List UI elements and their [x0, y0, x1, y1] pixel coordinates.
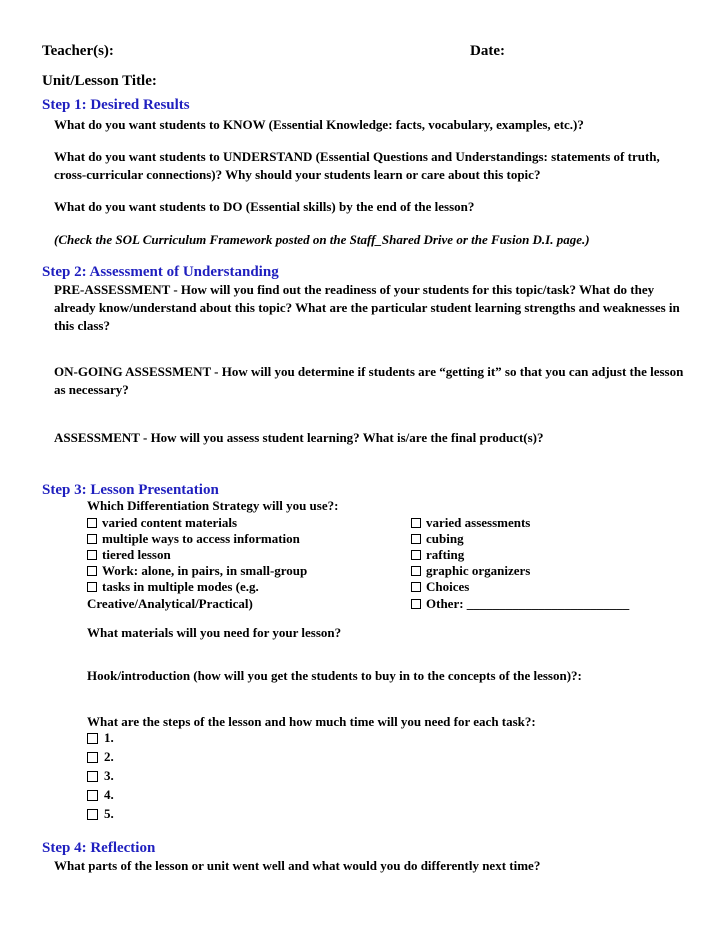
checkbox[interactable]: [411, 599, 421, 609]
option-choices[interactable]: [411, 579, 469, 595]
option-label: Choices: [426, 579, 470, 594]
hook-question: Hook/introduction (how will you get the students to buy in to the concepts of the lesson)?:: [87, 668, 582, 683]
checkbox[interactable]: [87, 518, 97, 528]
step-5-number: 5.: [104, 806, 114, 821]
step1-do-question: What do you want students to DO (Essential skills) by the end of the lesson?: [54, 199, 475, 214]
option-multiple-modes[interactable]: [87, 579, 259, 595]
checkbox[interactable]: [411, 582, 421, 592]
pre-assessment-question: PRE-ASSESSMENT - How will you find out the readiness of your students for this topic/task? What do they already know/understand about this topic? What are the particular student learning strengths and weaknesses in this class?: [54, 282, 680, 333]
option-multiple-modes-continuation: Creative/Analytical/Practical): [87, 596, 253, 611]
option-rafting[interactable]: [411, 547, 464, 563]
option-graphic-organizers[interactable]: [411, 563, 530, 579]
checkbox[interactable]: [411, 566, 421, 576]
option-label: tasks in multiple modes (e.g.: [102, 579, 259, 594]
checkbox[interactable]: [87, 566, 97, 576]
checkbox[interactable]: [87, 550, 97, 560]
option-multiple-ways[interactable]: [87, 531, 300, 547]
option-varied-content-materials[interactable]: [87, 515, 237, 531]
ongoing-assessment-question: ON-GOING ASSESSMENT - How will you determine if students are “getting it” so that you can adjust the lesson as necessary?: [54, 364, 684, 397]
option-label: multiple ways to access information: [102, 531, 300, 546]
step3-heading: Step 3: Lesson Presentation: [42, 482, 219, 498]
option-label: varied assessments: [426, 515, 531, 530]
step-1-number: 1.: [104, 730, 114, 745]
option-tiered-lesson[interactable]: [87, 547, 171, 563]
assessment-question: ASSESSMENT - How will you assess student learning? What is/are the final product(s)?: [54, 430, 544, 445]
step-1-checkbox[interactable]: [87, 733, 98, 744]
option-varied-assessments[interactable]: [411, 515, 530, 531]
option-label: tiered lesson: [102, 547, 171, 562]
checkbox[interactable]: [411, 518, 421, 528]
option-label: Other: _________________________: [426, 596, 630, 611]
date-label: Date:: [470, 43, 505, 59]
step1-note: (Check the SOL Curriculum Framework posted on the Staff_Shared Drive or the Fusion D.I. page.): [54, 232, 590, 247]
differentiation-strategy-question: Which Differentiation Strategy will you use?:: [87, 498, 339, 513]
checkbox[interactable]: [87, 534, 97, 544]
option-cubing[interactable]: [411, 531, 464, 547]
option-work-grouping[interactable]: [87, 563, 307, 579]
checkbox[interactable]: [411, 550, 421, 560]
step-2-checkbox[interactable]: [87, 752, 98, 763]
teacher-label: Teacher(s):: [42, 43, 114, 59]
step1-heading: Step 1: Desired Results: [42, 97, 190, 113]
step-3-checkbox[interactable]: [87, 771, 98, 782]
option-label: graphic organizers: [426, 563, 531, 578]
step-2-number: 2.: [104, 749, 114, 764]
step-5-checkbox[interactable]: [87, 809, 98, 820]
option-label: cubing: [426, 531, 464, 546]
unit-title-label: Unit/Lesson Title:: [42, 73, 157, 89]
option-label: Work: alone, in pairs, in small-group: [102, 563, 308, 578]
step1-know-question: What do you want students to KNOW (Essential Knowledge: facts, vocabulary, examples, etc.)?: [54, 117, 584, 132]
step4-heading: Step 4: Reflection: [42, 840, 156, 856]
step-4-number: 4.: [104, 787, 114, 802]
step2-heading: Step 2: Assessment of Understanding: [42, 264, 279, 280]
option-label: rafting: [426, 547, 465, 562]
lesson-steps-question: What are the steps of the lesson and how much time will you need for each task?:: [87, 714, 536, 729]
option-other[interactable]: [411, 596, 629, 612]
checkbox[interactable]: [87, 582, 97, 592]
step-4-checkbox[interactable]: [87, 790, 98, 801]
option-label: varied content materials: [102, 515, 238, 530]
step1-understand-question: What do you want students to UNDERSTAND (Essential Questions and Understandings: statements of truth, cross-curricular connections)? Why should your students learn or care about this topic?: [54, 149, 660, 182]
step-3-number: 3.: [104, 768, 114, 783]
checkbox[interactable]: [411, 534, 421, 544]
reflection-question: What parts of the lesson or unit went well and what would you do differently next time?: [54, 858, 541, 873]
materials-question: What materials will you need for your lesson?: [87, 625, 342, 640]
